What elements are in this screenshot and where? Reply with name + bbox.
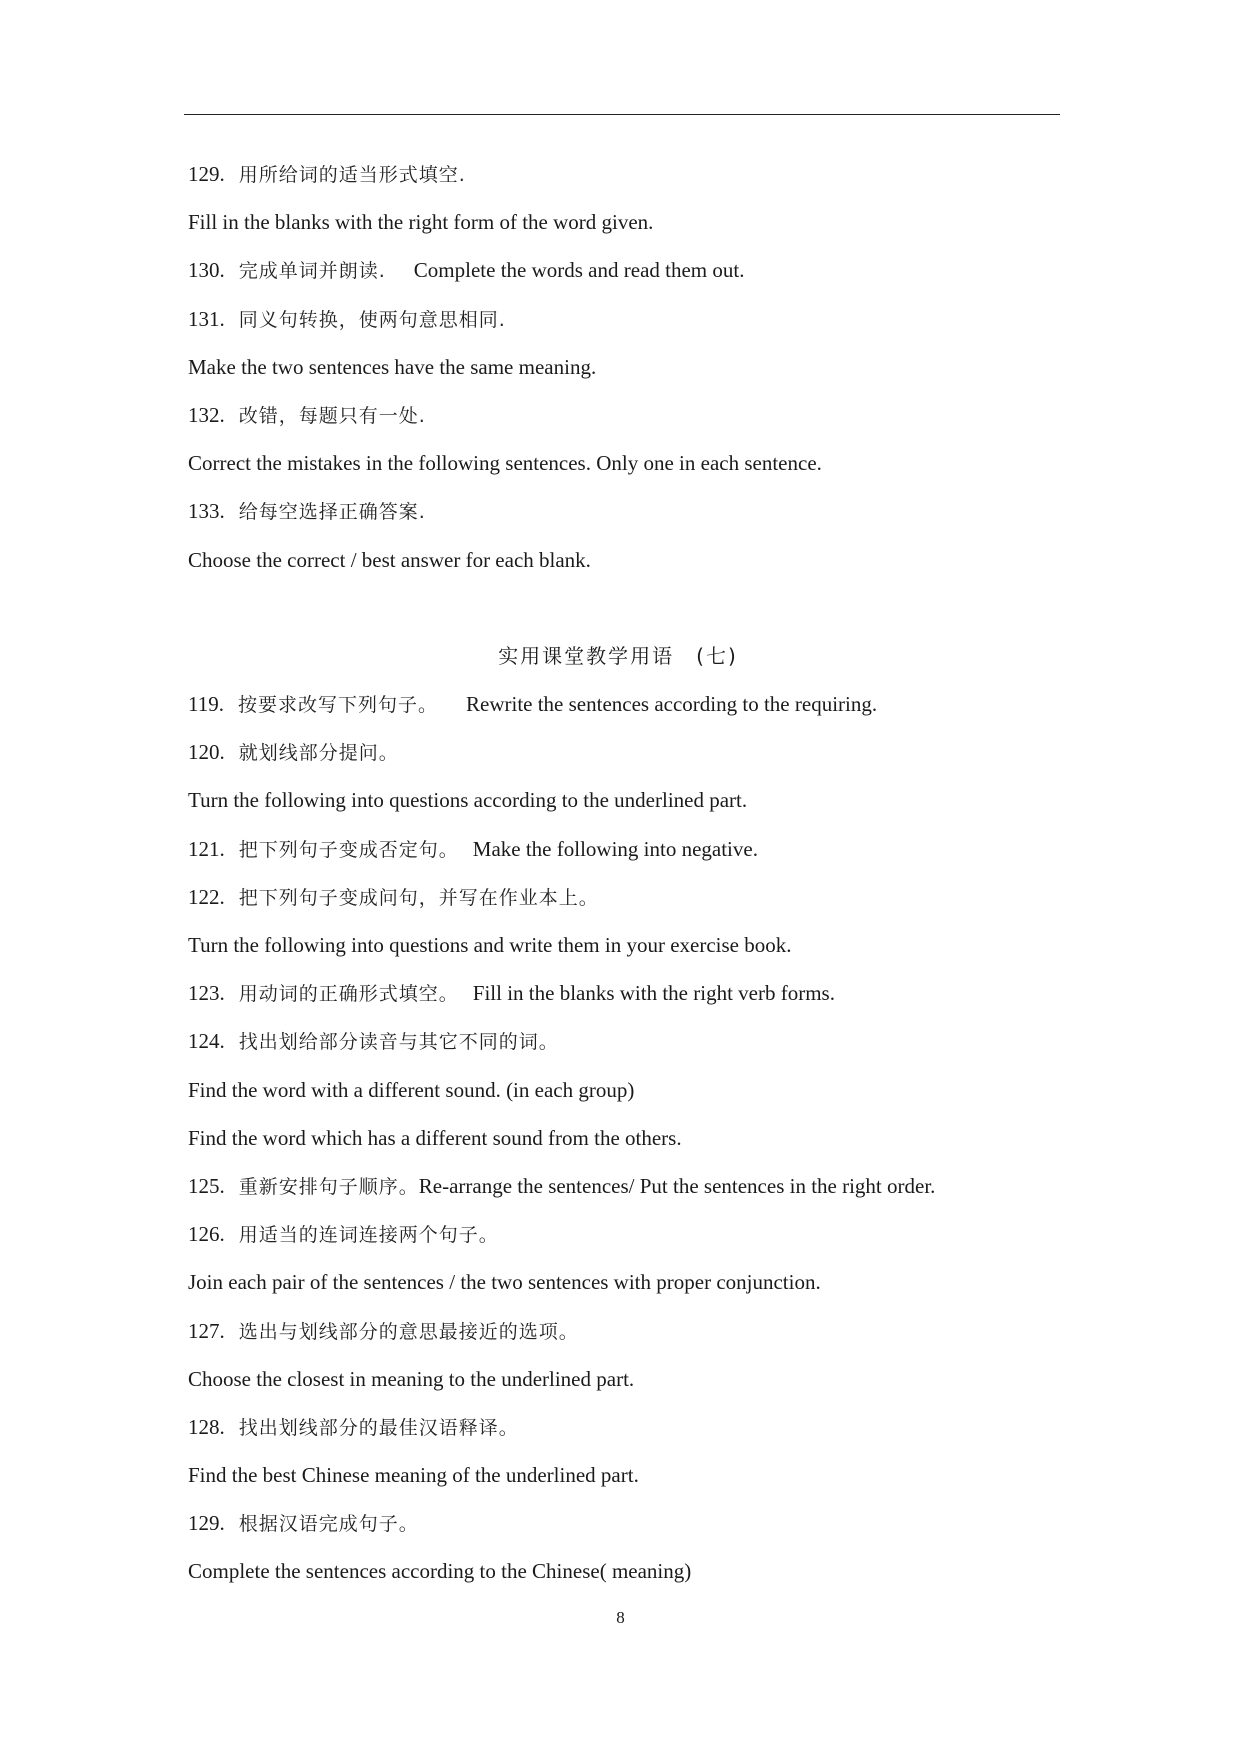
item-english: Find the best Chinese meaning of the underlined part. xyxy=(188,1463,639,1488)
item-number: 127. xyxy=(188,1318,225,1343)
item-chinese: 找出划线部分的最佳汉语释译。 xyxy=(238,1416,519,1439)
content-lines xyxy=(188,150,1068,1596)
item-english: Correct the mistakes in the following sentences. Only one in each sentence. xyxy=(188,451,822,476)
item-number: 123. xyxy=(188,981,225,1006)
item-english: Join each pair of the sentences / the two sentences with proper conjunction. xyxy=(188,1270,821,1295)
list-item xyxy=(188,198,1068,246)
list-item xyxy=(188,776,1068,824)
item-chinese: 用动词的正确形式填空。 xyxy=(238,983,459,1006)
list-item xyxy=(188,921,1068,969)
list-item xyxy=(188,1066,1068,1114)
list-item xyxy=(188,1114,1068,1162)
list-item xyxy=(188,295,1068,343)
list-item xyxy=(188,246,1068,294)
item-chinese: 按要求改写下列句子。 xyxy=(237,694,438,717)
item-english: Find the word with a different sound. (in each group) xyxy=(188,1077,635,1102)
item-english: Fill in the blanks with the right verb forms. xyxy=(472,981,835,1006)
item-number: 124. xyxy=(188,1029,225,1054)
item-english: Turn the following into questions and write them in your exercise book. xyxy=(188,933,792,957)
list-item xyxy=(188,825,1068,873)
item-number: 129. xyxy=(188,162,225,186)
page-number: 8 xyxy=(616,1608,625,1627)
item-english: Make the two sentences have the same meaning. xyxy=(188,354,597,379)
item-chinese: 给每空选择正确答案. xyxy=(238,501,426,524)
item-english: Make the following into negative. xyxy=(472,836,758,861)
item-number: 119. xyxy=(188,692,224,717)
item-number: 132. xyxy=(188,402,225,427)
list-item xyxy=(188,1547,1068,1595)
list-item xyxy=(188,487,1068,535)
item-number: 130. xyxy=(188,258,225,283)
item-english: Find the word which has a different sound from the others. xyxy=(188,1125,682,1150)
list-item xyxy=(188,728,1068,776)
list-item xyxy=(188,1210,1068,1258)
item-english: Rewrite the sentences according to the requiring. xyxy=(466,692,878,717)
item-number: 125. xyxy=(188,1173,225,1198)
list-item xyxy=(188,439,1068,487)
item-number: 122. xyxy=(188,884,225,909)
item-chinese: 完成单词并朗读. xyxy=(238,260,386,283)
list-item xyxy=(188,1451,1068,1499)
item-number: 129. xyxy=(188,1511,225,1536)
item-number: 120. xyxy=(188,740,225,765)
list-item xyxy=(188,343,1068,391)
item-chinese: 选出与划线部分的意思最接近的选项。 xyxy=(238,1320,579,1343)
item-chinese: 用适当的连词连接两个句子。 xyxy=(238,1224,499,1247)
item-number: 126. xyxy=(188,1222,225,1247)
item-chinese: 重新安排句子顺序。 xyxy=(238,1175,419,1198)
item-chinese: 找出划给部分读音与其它不同的词。 xyxy=(238,1031,559,1054)
item-chinese: 用所给词的适当形式填空. xyxy=(238,164,466,186)
list-item xyxy=(188,1307,1068,1355)
item-number: 133. xyxy=(188,499,225,524)
item-english: Complete the words and read them out. xyxy=(413,258,745,283)
item-number: 131. xyxy=(188,306,225,331)
list-item xyxy=(188,1258,1068,1306)
item-number: 121. xyxy=(188,836,225,861)
item-english: Turn the following into questions according to the underlined part. xyxy=(188,788,748,813)
list-item xyxy=(188,1017,1068,1065)
list-item xyxy=(188,1355,1068,1403)
list-item xyxy=(188,873,1068,921)
list-item xyxy=(188,391,1068,439)
item-english: Re-arrange the sentences/ Put the sentences in the right order. xyxy=(418,1173,936,1198)
item-chinese: 把下列句子变成问句，并写在作业本上。 xyxy=(238,886,599,909)
item-english: Complete the sentences according to the Chinese( meaning) xyxy=(188,1559,692,1584)
list-item xyxy=(188,969,1068,1017)
item-chinese: 改错，每题只有一处. xyxy=(238,404,426,427)
item-chinese: 根据汉语完成句子。 xyxy=(238,1513,419,1536)
item-chinese: 就划线部分提问。 xyxy=(238,742,399,765)
item-english: Choose the closest in meaning to the underlined part. xyxy=(188,1366,635,1391)
list-item xyxy=(188,536,1068,584)
item-english: Choose the correct / best answer for each blank. xyxy=(188,547,591,572)
list-item xyxy=(188,150,1068,198)
item-chinese: 同义句转换，使两句意思相同. xyxy=(238,308,506,331)
list-item xyxy=(188,1162,1068,1210)
item-english: Fill in the blanks with the right form of the word given. xyxy=(188,210,654,235)
item-number: 128. xyxy=(188,1414,225,1439)
item-chinese: 把下列句子变成否定句。 xyxy=(238,838,459,861)
list-item xyxy=(188,1403,1068,1451)
list-item xyxy=(188,680,1068,728)
section-title: 实用课堂教学用语 (七) xyxy=(498,643,738,668)
list-item xyxy=(188,1499,1068,1547)
header-rule xyxy=(184,114,1060,115)
